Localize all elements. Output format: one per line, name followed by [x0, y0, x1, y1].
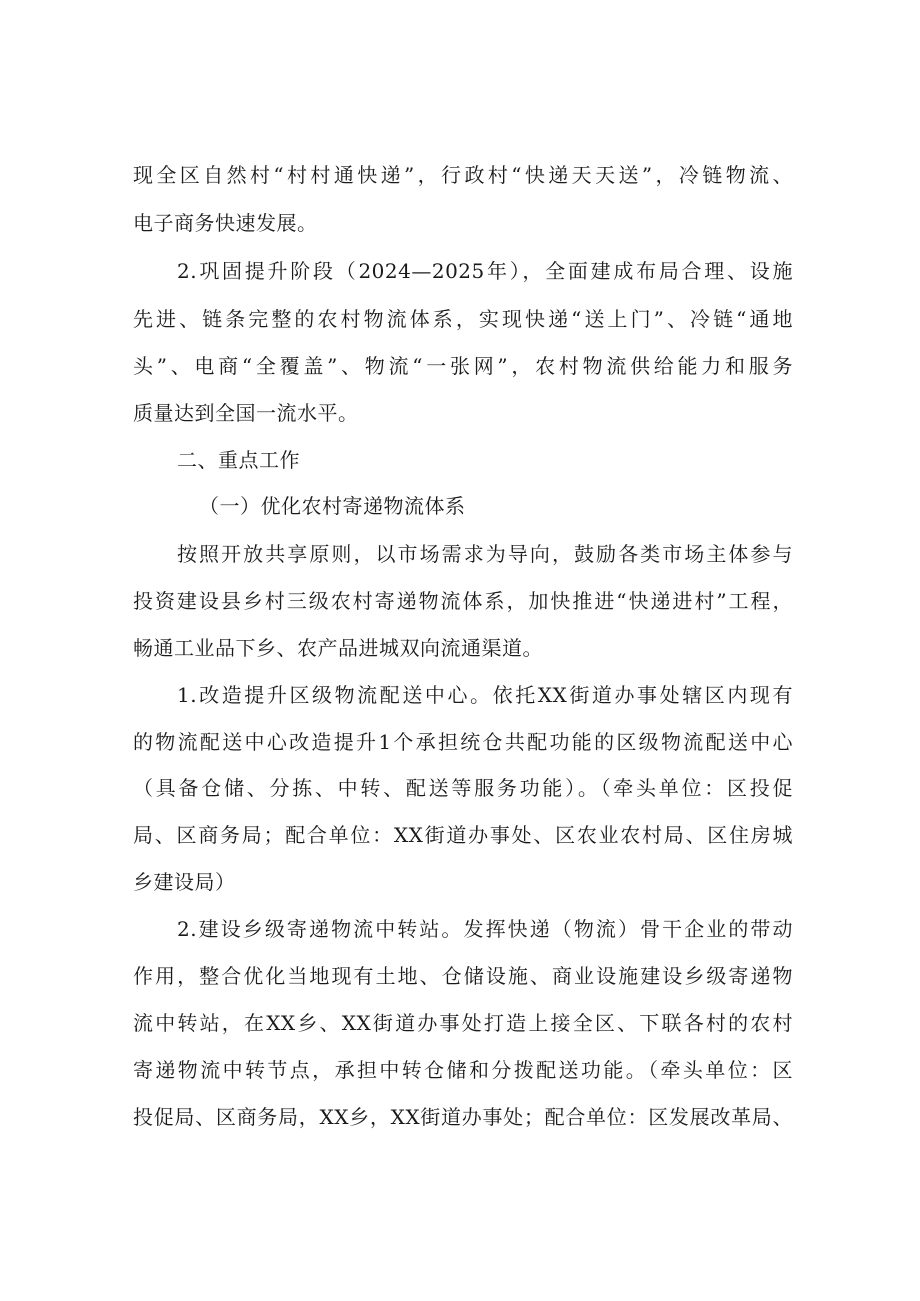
paragraph-line: 先进、链条完整的农村物流体系，实现快递“送上门”、冷链“通地 [133, 307, 793, 331]
paragraph-line: 流中转站，在XX乡、XX街道办事处打造上接全区、下联各村的农村 [133, 1011, 793, 1035]
paragraph-line: 投资建设县乡村三级农村寄递物流体系，加快推进“快递进村”工程， [133, 589, 793, 613]
paragraph-line: 作用，整合优化当地现有土地、仓储设施、商业设施建设乡级寄递物 [133, 964, 793, 988]
subsection-heading: （一）优化农村寄递物流体系 [199, 494, 466, 518]
paragraph-line: 局、区商务局；配合单位：XX街道办事处、区农业农村局、区住房城 [133, 823, 793, 847]
paragraph-line: （具备仓储、分拣、中转、配送等服务功能）。（牵头单位：区投促 [133, 776, 793, 800]
paragraph-line: 畅通工业品下乡、农产品进城双向流通渠道。 [133, 636, 543, 660]
paragraph-line: 乡建设局） [133, 870, 236, 894]
section-heading: 二、重点工作 [177, 448, 300, 472]
paragraph-line: 的物流配送中心改造提升1个承担统仓共配功能的区级物流配送中心 [133, 730, 793, 754]
paragraph-line: 现全区自然村“村村通快递”，行政村“快递天天送”，冷链物流、 [133, 163, 793, 187]
paragraph-line: 寄递物流中转节点，承担中转仓储和分拨配送功能。（牵头单位：区 [133, 1058, 793, 1082]
paragraph-line: 投促局、区商务局，XX乡，XX街道办事处；配合单位：区发展改革局、 [133, 1105, 793, 1129]
paragraph-line: 头”、电商“全覆盖”、物流“一张网”，农村物流供给能力和服务 [133, 354, 793, 378]
paragraph-line: 质量达到全国一流水平。 [133, 401, 359, 425]
paragraph-line: 1.改造提升区级物流配送中心。依托XX街道办事处辖区内现有 [177, 683, 793, 707]
paragraph-line: 电子商务快速发展。 [133, 211, 318, 235]
paragraph-line: 2.巩固提升阶段（2024—2025年），全面建成布局合理、设施 [177, 259, 793, 283]
paragraph-line: 按照开放共享原则，以市场需求为导向，鼓励各类市场主体参与 [177, 542, 793, 566]
paragraph-line: 2.建设乡级寄递物流中转站。发挥快递（物流）骨干企业的带动 [177, 917, 793, 941]
